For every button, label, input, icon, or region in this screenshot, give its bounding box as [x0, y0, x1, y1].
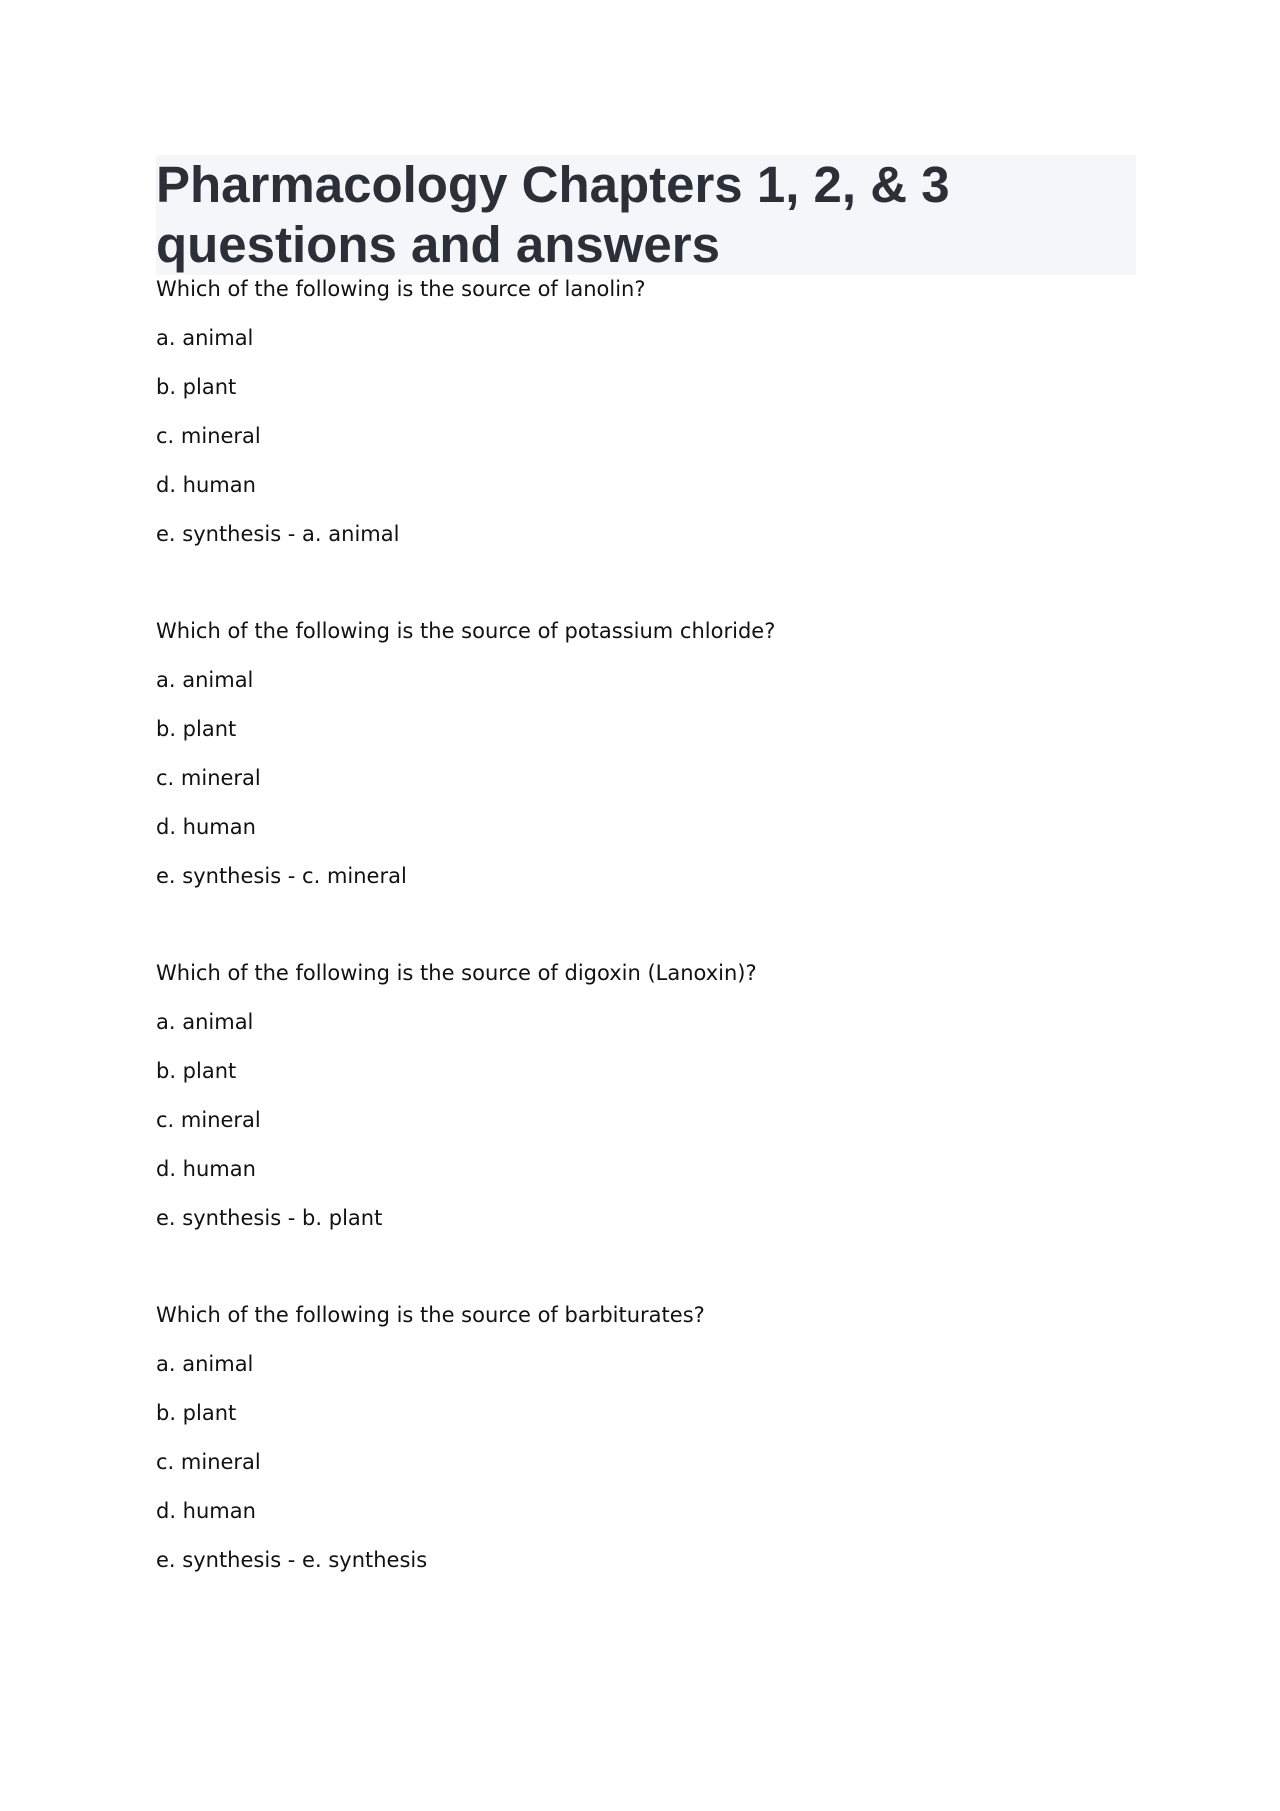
answer-option: b. plant [156, 375, 237, 399]
answer-option: b. plant [156, 1059, 237, 1083]
answer-option-with-key: e. synthesis - c. mineral [156, 864, 407, 888]
answer-option: d. human [156, 815, 256, 839]
question-prompt: Which of the following is the source of potassium chloride? [156, 619, 776, 643]
question-prompt: Which of the following is the source of barbiturates? [156, 1303, 705, 1327]
page-title: Pharmacology Chapters 1, 2, & 3 questions and answers [156, 156, 950, 273]
title-block [156, 155, 1136, 275]
document-page [156, 155, 1136, 1574]
answer-option-with-key: e. synthesis - e. synthesis [156, 1548, 428, 1572]
question-block [156, 275, 1136, 548]
answer-option: b. plant [156, 717, 237, 741]
answer-option-with-key: e. synthesis - a. animal [156, 522, 400, 546]
answer-option: b. plant [156, 1401, 237, 1425]
question-prompt: Which of the following is the source of lanolin? [156, 277, 646, 301]
answer-option: a. animal [156, 668, 254, 692]
answer-option: a. animal [156, 1352, 254, 1376]
answer-option: a. animal [156, 1010, 254, 1034]
question-block [156, 1301, 1136, 1574]
answer-option: a. animal [156, 326, 254, 350]
answer-option: d. human [156, 1157, 256, 1181]
question-block [156, 617, 1136, 890]
answer-option: d. human [156, 473, 256, 497]
answer-option: d. human [156, 1499, 256, 1523]
answer-option: c. mineral [156, 766, 261, 790]
question-prompt: Which of the following is the source of digoxin (Lanoxin)? [156, 961, 757, 985]
question-block [156, 959, 1136, 1232]
answer-option-with-key: e. synthesis - b. plant [156, 1206, 383, 1230]
answer-option: c. mineral [156, 1108, 261, 1132]
answer-option: c. mineral [156, 424, 261, 448]
answer-option: c. mineral [156, 1450, 261, 1474]
